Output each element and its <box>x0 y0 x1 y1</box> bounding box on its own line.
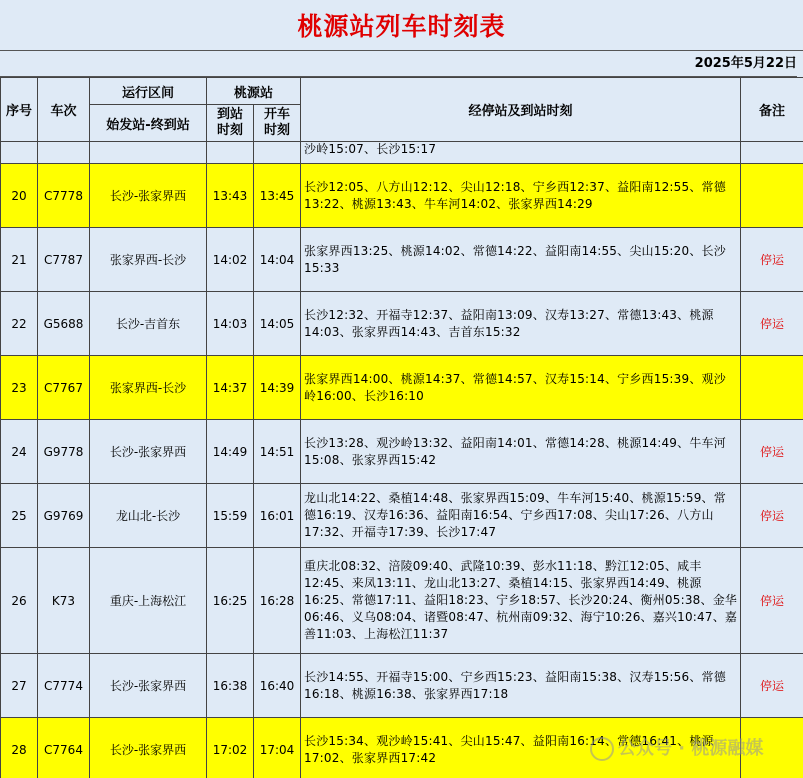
page-title: 桃源站列车时刻表 <box>0 4 803 51</box>
row-route: 长沙-吉首东 <box>90 292 207 356</box>
row-route: 龙山北-长沙 <box>90 484 207 548</box>
row-stops: 张家界西14:00、桃源14:37、常德14:57、汉寿15:14、宁乡西15:39、观沙岭16:00、长沙16:10 <box>301 356 741 420</box>
row-stops: 长沙13:28、观沙岭13:32、益阳南14:01、常德14:28、桃源14:49、牛车河15:08、张家界西15:42 <box>301 420 741 484</box>
row-route: 长沙-张家界西 <box>90 654 207 718</box>
row-train: C7764 <box>38 718 90 778</box>
table-row <box>1 484 803 548</box>
header-seq: 序号 <box>1 78 38 142</box>
header-stops: 经停站及到站时刻 <box>301 78 741 142</box>
table-row <box>1 654 803 718</box>
row-depart: 13:45 <box>254 164 301 228</box>
row-stops: 长沙12:32、开福寺12:37、益阳南13:09、汉寿13:27、常德13:43、桃源14:03、张家界西14:43、吉首东15:32 <box>301 292 741 356</box>
row-arrive: 15:59 <box>207 484 254 548</box>
row-seq: 28 <box>1 718 38 778</box>
row-train: C7787 <box>38 228 90 292</box>
header-depart: 开车 时刻 <box>254 105 301 142</box>
watermark-text: 公众号 · 桃源融媒 <box>618 738 764 759</box>
row-train: G5688 <box>38 292 90 356</box>
row-seq: 22 <box>1 292 38 356</box>
row-train: C7767 <box>38 356 90 420</box>
row-seq: 26 <box>1 548 38 654</box>
row-arrive: 16:25 <box>207 548 254 654</box>
row-route: 长沙-张家界西 <box>90 164 207 228</box>
row-depart: 16:28 <box>254 548 301 654</box>
row-depart: 16:01 <box>254 484 301 548</box>
row-route: 张家界西-长沙 <box>90 228 207 292</box>
row-stops: 长沙15:34、观沙岭15:41、尖山15:47、益阳南16:14、常德16:41、桃源17:02、张家界西17:42 <box>301 718 741 778</box>
row-note: 停运 <box>741 292 803 356</box>
row-arrive: 14:03 <box>207 292 254 356</box>
row-route: 重庆-上海松江 <box>90 548 207 654</box>
timetable <box>0 77 803 778</box>
row-route: 长沙-张家界西 <box>90 718 207 778</box>
row-stops: 重庆北08:32、涪陵09:40、武隆10:39、彭水11:18、黔江12:05、咸丰12:45、来凤13:11、龙山北13:27、桑植14:15、张家界西14:49、桃源16:25、常德17:11、益阳18:23、宁乡18:57、长沙20:24、衡州05:38、金华06:46、义乌08:04、诸暨08:47、杭州南09:32、海宁10:26、嘉兴10:47、嘉善11:03、上海松江11:37 <box>301 548 741 654</box>
header-note: 备注 <box>741 78 803 142</box>
row-note: 停运 <box>741 420 803 484</box>
table-row <box>1 420 803 484</box>
row-note: 停运 <box>741 654 803 718</box>
row-note: 停运 <box>741 484 803 548</box>
table-row <box>1 548 803 654</box>
row-stops: 龙山北14:22、桑植14:48、张家界西15:09、牛车河15:40、桃源15:59、常德16:19、汉寿16:36、益阳南16:54、宁乡西17:08、尖山17:26、八方山17:32、开福寺17:39、长沙17:47 <box>301 484 741 548</box>
row-seq: 21 <box>1 228 38 292</box>
table-row <box>1 356 803 420</box>
row-note: 停运 <box>741 228 803 292</box>
row-depart: 16:40 <box>254 654 301 718</box>
row-arrive: 14:37 <box>207 356 254 420</box>
watermark <box>590 734 763 761</box>
row-stops: 长沙14:55、开福寺15:00、宁乡西15:23、益阳南15:38、汉寿15:56、常德16:18、桃源16:38、张家界西17:18 <box>301 654 741 718</box>
row-note: 停运 <box>741 548 803 654</box>
row-seq: 25 <box>1 484 38 548</box>
table-row <box>1 164 803 228</box>
row-train: C7778 <box>38 164 90 228</box>
row-depart: 14:51 <box>254 420 301 484</box>
partial-row <box>1 142 803 164</box>
row-train: G9778 <box>38 420 90 484</box>
row-depart: 17:04 <box>254 718 301 778</box>
header-train: 车次 <box>38 78 90 142</box>
row-stops: 长沙12:05、八方山12:12、尖山12:18、宁乡西12:37、益阳南12:55、常德13:22、桃源13:43、牛车河14:02、张家界西14:29 <box>301 164 741 228</box>
header-arrive: 到站 时刻 <box>207 105 254 142</box>
date-label: 2025年5月22日 <box>0 51 797 77</box>
partial-row-stops: 沙岭15:07、长沙15:17 <box>301 142 741 164</box>
row-seq: 24 <box>1 420 38 484</box>
row-seq: 23 <box>1 356 38 420</box>
row-route: 长沙-张家界西 <box>90 420 207 484</box>
row-depart: 14:05 <box>254 292 301 356</box>
table-row <box>1 228 803 292</box>
header-station: 桃源站 <box>207 78 301 105</box>
row-arrive: 17:02 <box>207 718 254 778</box>
table-row <box>1 292 803 356</box>
row-depart: 14:04 <box>254 228 301 292</box>
row-train: C7774 <box>38 654 90 718</box>
wechat-icon <box>590 737 614 761</box>
row-seq: 27 <box>1 654 38 718</box>
row-arrive: 14:49 <box>207 420 254 484</box>
row-arrive: 13:43 <box>207 164 254 228</box>
row-stops: 张家界西13:25、桃源14:02、常德14:22、益阳南14:55、尖山15:20、长沙15:33 <box>301 228 741 292</box>
row-arrive: 16:38 <box>207 654 254 718</box>
header-range: 运行区间 <box>90 78 207 105</box>
row-seq: 20 <box>1 164 38 228</box>
row-depart: 14:39 <box>254 356 301 420</box>
header-range-sub: 始发站-终到站 <box>90 105 207 142</box>
row-note <box>741 356 803 420</box>
row-note <box>741 164 803 228</box>
row-train: G9769 <box>38 484 90 548</box>
row-arrive: 14:02 <box>207 228 254 292</box>
row-route: 张家界西-长沙 <box>90 356 207 420</box>
row-train: K73 <box>38 548 90 654</box>
